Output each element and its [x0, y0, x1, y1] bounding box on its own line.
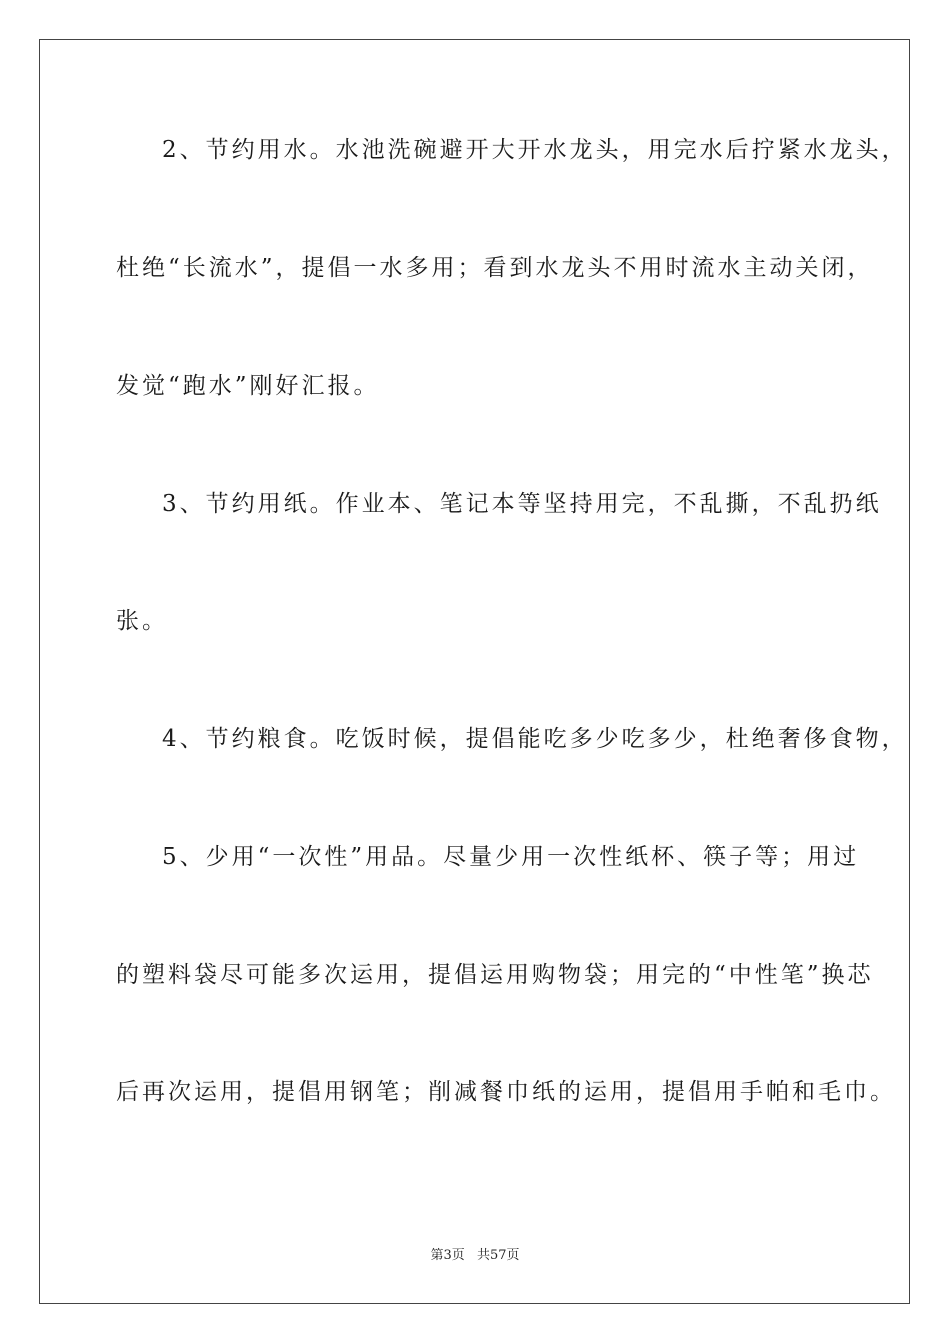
paragraph-5-line-1: 5、少用“一次性”用品。尽量少用一次性纸杯、筷子等；用过: [162, 844, 860, 870]
paragraph-5-line-2: 的塑料袋尽可能多次运用，提倡运用购物袋；用完的“中性笔”换芯: [116, 962, 874, 988]
paragraph-5-line-3: 后再次运用，提倡用钢笔；削减餐巾纸的运用，提倡用手帕和毛巾。: [116, 1079, 896, 1105]
paragraph-4-line-1: 4、节约粮食。吃饭时候，提倡能吃多少吃多少，杜绝奢侈食物，: [162, 726, 908, 752]
paragraph-2-line-2: 杜绝“长流水”，提倡一水多用；看到水龙头不用时流水主动关闭，: [116, 255, 874, 281]
page-border: [39, 39, 910, 1304]
paragraph-3-line-1: 3、节约用纸。作业本、笔记本等坚持用完，不乱撕，不乱扔纸: [162, 491, 882, 517]
current-page-number: 第3页: [430, 1248, 465, 1263]
page-footer: [0, 1244, 950, 1263]
paragraph-2-line-1: 2、节约用水。水池洗碗避开大开水龙头，用完水后拧紧水龙头，: [162, 137, 908, 163]
paragraph-3-line-2: 张。: [116, 608, 168, 634]
total-page-count: 共57页: [476, 1248, 520, 1263]
paragraph-2-line-3: 发觉“跑水”刚好汇报。: [116, 373, 380, 399]
